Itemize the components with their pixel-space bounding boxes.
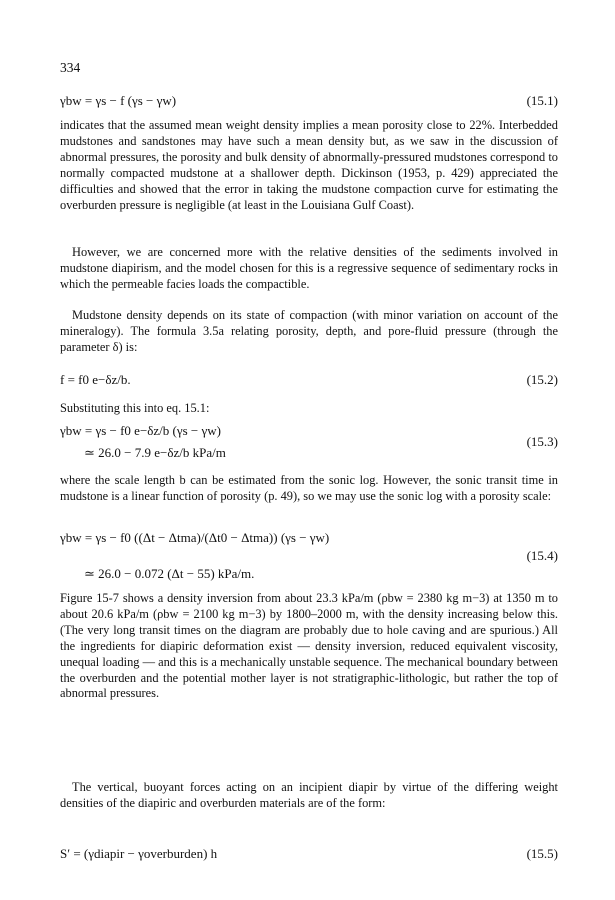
paragraph-6: Figure 15-7 shows a density inversion from about 23.3 kPa/m (ρbw = 2380 kg m−3) at 1350 m to about 20.6 kPa/m (ρbw = 2100 kg m−3) by 1800–2000 m, with the density increasing below this. (The very long transit times on the diagram are probably due to hole caving and are spurious.) All the ingredients for diapiric deformation exist — density inversion, reduced equivalent viscosity, unequal loading — and this is a mechanically unstable sequence. The mechanical boundary between the overburden and the potential mother layer is not stratigraphic-lithologic, but rather the top of abnormal pressures. bbox=[60, 591, 558, 701]
equation-15-5-number: (15.5) bbox=[526, 846, 558, 861]
paragraph-3: Mudstone density depends on its state of compaction (with minor variation on account of the mineralogy). The formula 3.5a relating porosity, depth, and pore-fluid pressure (through the parameter δ) is: bbox=[60, 308, 558, 354]
equation-15-2: f = f0 e−δz/b. bbox=[60, 372, 131, 387]
equation-15-4-number: (15.4) bbox=[526, 548, 558, 563]
page-number: 334 bbox=[60, 60, 81, 75]
equation-15-5: S′ = (γdiapir − γoverburden) h bbox=[60, 846, 218, 861]
equation-15-1-number: (15.1) bbox=[526, 93, 558, 108]
equation-15-3-line-2: ≃ 26.0 − 7.9 e−δz/b kPa/m bbox=[84, 445, 226, 460]
equation-15-1: γbw = γs − f (γs − γw) bbox=[60, 93, 177, 108]
paragraph-5: where the scale length b can be estimated from the sonic log. However, the sonic transit time in mudstone is a linear function of porosity (p. 49), so we may use the sonic log with a porosity scale: bbox=[60, 473, 558, 503]
equation-15-3-line-1: γbw = γs − f0 e−δz/b (γs − γw) bbox=[60, 423, 221, 438]
equation-15-4-line-1: γbw = γs − f0 ((Δt − Δtma)/(Δt0 − Δtma)) (γs − γw) bbox=[60, 530, 330, 545]
equation-15-4-line-2: ≃ 26.0 − 0.072 (Δt − 55) kPa/m. bbox=[84, 566, 255, 581]
equation-15-3-number: (15.3) bbox=[526, 434, 558, 449]
paragraph-1: indicates that the assumed mean weight density implies a mean porosity close to 22%. Interbedded mudstones and sandstones may have such a mean density but, as we saw in the discussion of abnormal pressures, the porosity and bulk density of abnormally-pressured mudstones correspond to normally compacted mudstone at a shallower depth. Dickinson (1953, p. 429) appreciated the difficulties and showed that the error in taking the mudstone compaction curve for estimating the overburden pressure is negligible (at least in the Louisiana Gulf Coast). bbox=[60, 118, 558, 212]
paragraph-7: The vertical, buoyant forces acting on an incipient diapir by virtue of the differing weight densities of the diapiric and overburden materials are of the form: bbox=[60, 780, 558, 810]
paragraph-4: Substituting this into eq. 15.1: bbox=[60, 401, 210, 415]
paragraph-2: However, we are concerned more with the relative densities of the sediments involved in mudstone diapirism, and the model chosen for this is a regressive sequence of sedimentary rocks in which the permeable facies loads the compactible. bbox=[60, 245, 558, 291]
equation-15-2-number: (15.2) bbox=[526, 372, 558, 387]
